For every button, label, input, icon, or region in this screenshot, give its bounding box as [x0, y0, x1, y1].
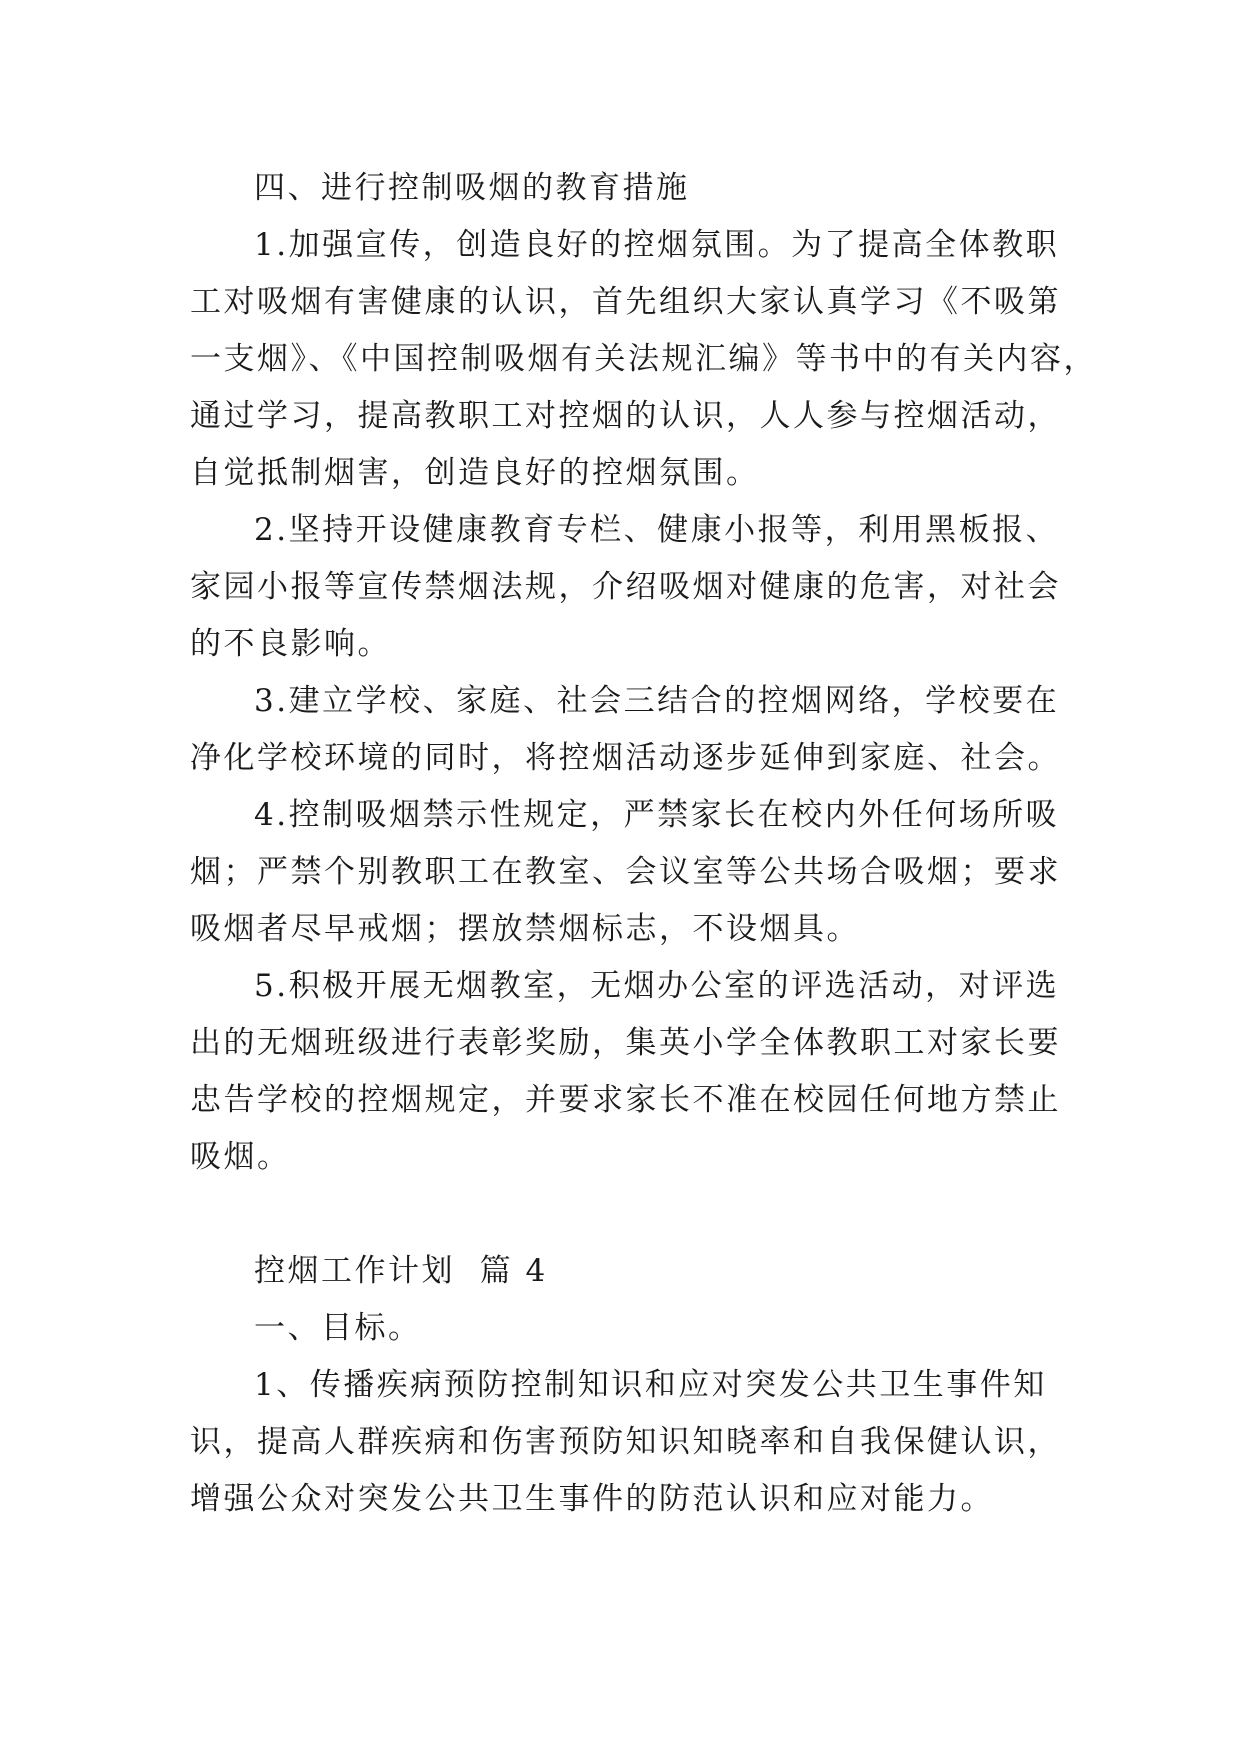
text-line: 忠告学校的控烟规定，并要求家长不准在校园任何地方禁止 [190, 1082, 1061, 1118]
text-line: 一支烟》、《中国控制吸烟有关法规汇编》等书中的有关内容， [190, 341, 1097, 377]
text-line: 吸烟。 [190, 1139, 291, 1175]
text-line: 1、传播疾病预防控制知识和应对突发公共卫生事件知 [254, 1367, 1047, 1403]
paragraph-item-3 [190, 673, 1060, 787]
paragraph-item-5 [190, 958, 1060, 1186]
text-line: 的不良影响。 [190, 626, 391, 662]
text-line: 家园小报等宣传禁烟法规，介绍吸烟对健康的危害，对社会 [190, 569, 1061, 605]
text-line: 通过学习，提高教职工对控烟的认识，人人参与控烟活动， [190, 398, 1061, 434]
text-line: 5.积极开展无烟教室，无烟办公室的评选活动，对评选 [254, 968, 1060, 1004]
text-line: 工对吸烟有害健康的认识，首先组织大家认真学习《不吸第 [190, 284, 1061, 320]
text-line: 净化学校环境的同时，将控烟活动逐步延伸到家庭、社会。 [190, 740, 1061, 776]
text-line: 2.坚持开设健康教育专栏、健康小报等，利用黑板报、 [254, 512, 1060, 548]
paragraph-item-2 [190, 502, 1060, 673]
paragraph-item-1 [190, 217, 1097, 502]
document-body [190, 160, 1097, 1528]
text-line: 4.控制吸烟禁示性规定，严禁家长在校内外任何场所吸 [254, 797, 1060, 833]
section-spacer [190, 1186, 1060, 1243]
text-line: 出的无烟班级进行表彰奖励，集英小学全体教职工对家长要 [190, 1025, 1061, 1061]
paragraph-item-4 [190, 787, 1060, 958]
section-heading: 四、进行控制吸烟的教育措施 [254, 170, 690, 206]
text-line: 1.加强宣传，创造良好的控烟氛围。为了提高全体教职 [254, 227, 1060, 263]
text-line: 增强公众对突发公共卫生事件的防范认识和应对能力。 [190, 1481, 994, 1517]
paragraph-goal-1 [190, 1357, 1060, 1528]
plan-title: 控烟工作计划 篇 4 [254, 1253, 548, 1289]
text-line: 3.建立学校、家庭、社会三结合的控烟网络，学校要在 [254, 683, 1060, 719]
text-line: 吸烟者尽早戒烟；摆放禁烟标志，不设烟具。 [190, 911, 860, 947]
text-line: 自觉抵制烟害，创造良好的控烟氛围。 [190, 455, 760, 491]
text-line: 识，提高人群疾病和伤害预防知识知晓率和自我保健认识， [190, 1424, 1061, 1460]
section-subheading: 一、目标。 [254, 1310, 422, 1346]
text-line: 烟；严禁个别教职工在教室、会议室等公共场合吸烟；要求 [190, 854, 1061, 890]
